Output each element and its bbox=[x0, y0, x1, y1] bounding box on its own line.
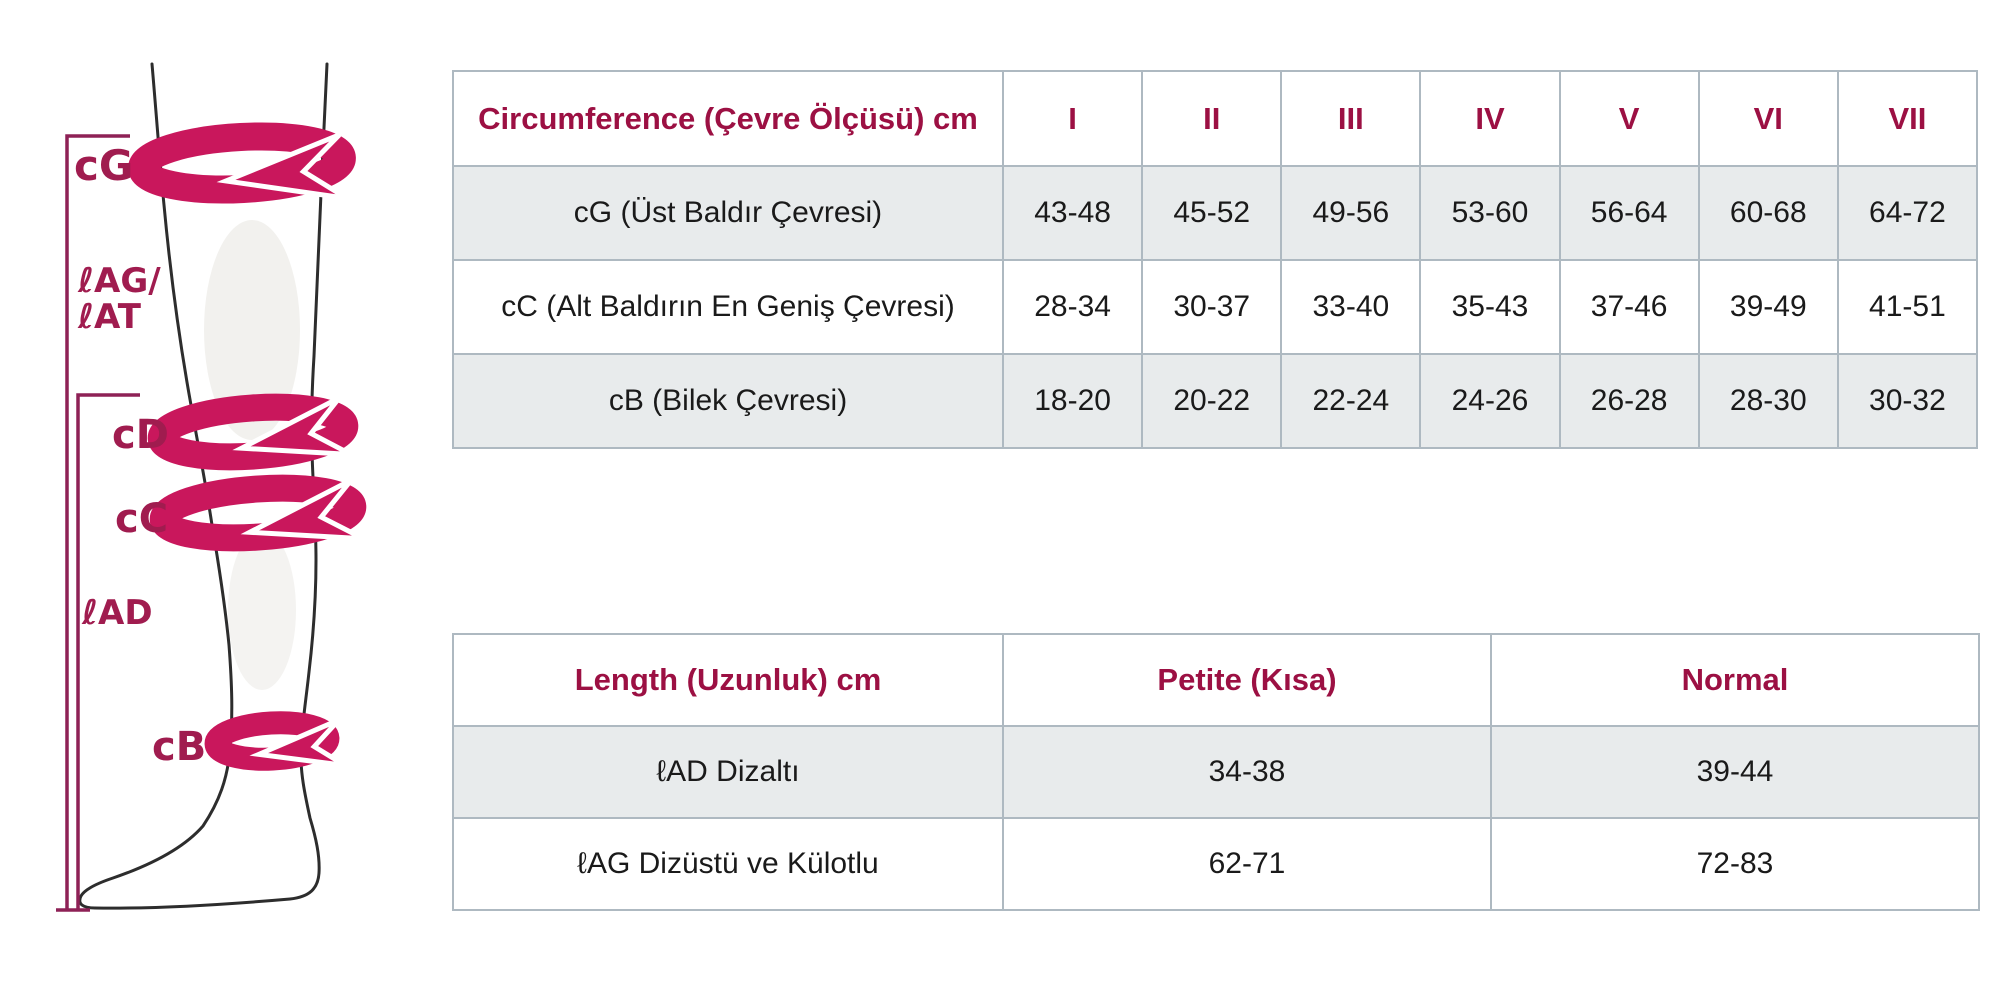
table-cell: 62-71 bbox=[1003, 818, 1491, 910]
size-column-header-2: II bbox=[1142, 71, 1281, 166]
table-row-cg bbox=[453, 166, 1977, 260]
table-cell: 28-30 bbox=[1699, 354, 1838, 448]
circumference-table-title: Circumference (Çevre Ölçüsü) cm bbox=[453, 71, 1003, 166]
table-cell: 41-51 bbox=[1838, 260, 1977, 354]
table-cell: 60-68 bbox=[1699, 166, 1838, 260]
cb-measure-band bbox=[215, 719, 345, 779]
table-cell: 53-60 bbox=[1420, 166, 1559, 260]
table-cell: 28-34 bbox=[1003, 260, 1142, 354]
table-row-lag bbox=[453, 818, 1979, 910]
table-cell: 26-28 bbox=[1560, 354, 1699, 448]
length-table-title: Length (Uzunluk) cm bbox=[453, 634, 1003, 726]
cd-measure-band bbox=[159, 397, 352, 482]
length-bracket-inner-line bbox=[78, 395, 140, 911]
size-column-header-1: I bbox=[1003, 71, 1142, 166]
table-cell: 34-38 bbox=[1003, 726, 1491, 818]
size-column-header-4: IV bbox=[1420, 71, 1559, 166]
row-label: cC (Alt Baldırın En Geniş Çevresi) bbox=[453, 260, 1003, 354]
table-cell: 30-37 bbox=[1142, 260, 1281, 354]
leg-shading bbox=[228, 530, 296, 690]
row-label: ℓAG Dizüstü ve Külotlu bbox=[453, 818, 1003, 910]
size-column-header-5: V bbox=[1560, 71, 1699, 166]
cd-label: cD bbox=[112, 412, 169, 458]
leg-measurement-diagram bbox=[0, 0, 430, 960]
table-cell: 20-22 bbox=[1142, 354, 1281, 448]
table-cell: 33-40 bbox=[1281, 260, 1420, 354]
table-row-cb bbox=[453, 354, 1977, 448]
table-cell: 35-43 bbox=[1420, 260, 1559, 354]
petite-column-header: Petite (Kısa) bbox=[1003, 634, 1491, 726]
normal-column-header: Normal bbox=[1491, 634, 1979, 726]
table-row-lad bbox=[453, 726, 1979, 818]
cg-label: cG bbox=[74, 141, 134, 190]
row-label: cG (Üst Baldır Çevresi) bbox=[453, 166, 1003, 260]
size-column-header-6: VI bbox=[1699, 71, 1838, 166]
table-cell: 30-32 bbox=[1838, 354, 1977, 448]
lag-label: ℓAG/ bbox=[78, 261, 161, 301]
table-cell: 64-72 bbox=[1838, 166, 1977, 260]
table-cell: 43-48 bbox=[1003, 166, 1142, 260]
lad-label: ℓAD bbox=[82, 593, 153, 633]
table-cell: 18-20 bbox=[1003, 354, 1142, 448]
size-column-header-7: VII bbox=[1838, 71, 1977, 166]
cb-label: cB bbox=[152, 724, 207, 770]
row-label: ℓAD Dizaltı bbox=[453, 726, 1003, 818]
row-label: cB (Bilek Çevresi) bbox=[453, 354, 1003, 448]
table-cell: 24-26 bbox=[1420, 354, 1559, 448]
cc-label: cC bbox=[115, 496, 169, 542]
length-table bbox=[452, 633, 1980, 911]
table-cell: 45-52 bbox=[1142, 166, 1281, 260]
table-cell: 39-49 bbox=[1699, 260, 1838, 354]
table-row-cc bbox=[453, 260, 1977, 354]
table-cell: 39-44 bbox=[1491, 726, 1979, 818]
lat-label: ℓAT bbox=[78, 297, 141, 337]
cg-measure-band bbox=[141, 132, 348, 218]
table-cell: 56-64 bbox=[1560, 166, 1699, 260]
table-cell: 37-46 bbox=[1560, 260, 1699, 354]
table-cell: 22-24 bbox=[1281, 354, 1420, 448]
length-header-row bbox=[453, 634, 1979, 726]
circumference-table bbox=[452, 70, 1978, 449]
circumference-header-row bbox=[453, 71, 1977, 166]
table-cell: 72-83 bbox=[1491, 818, 1979, 910]
size-column-header-3: III bbox=[1281, 71, 1420, 166]
table-cell: 49-56 bbox=[1281, 166, 1420, 260]
